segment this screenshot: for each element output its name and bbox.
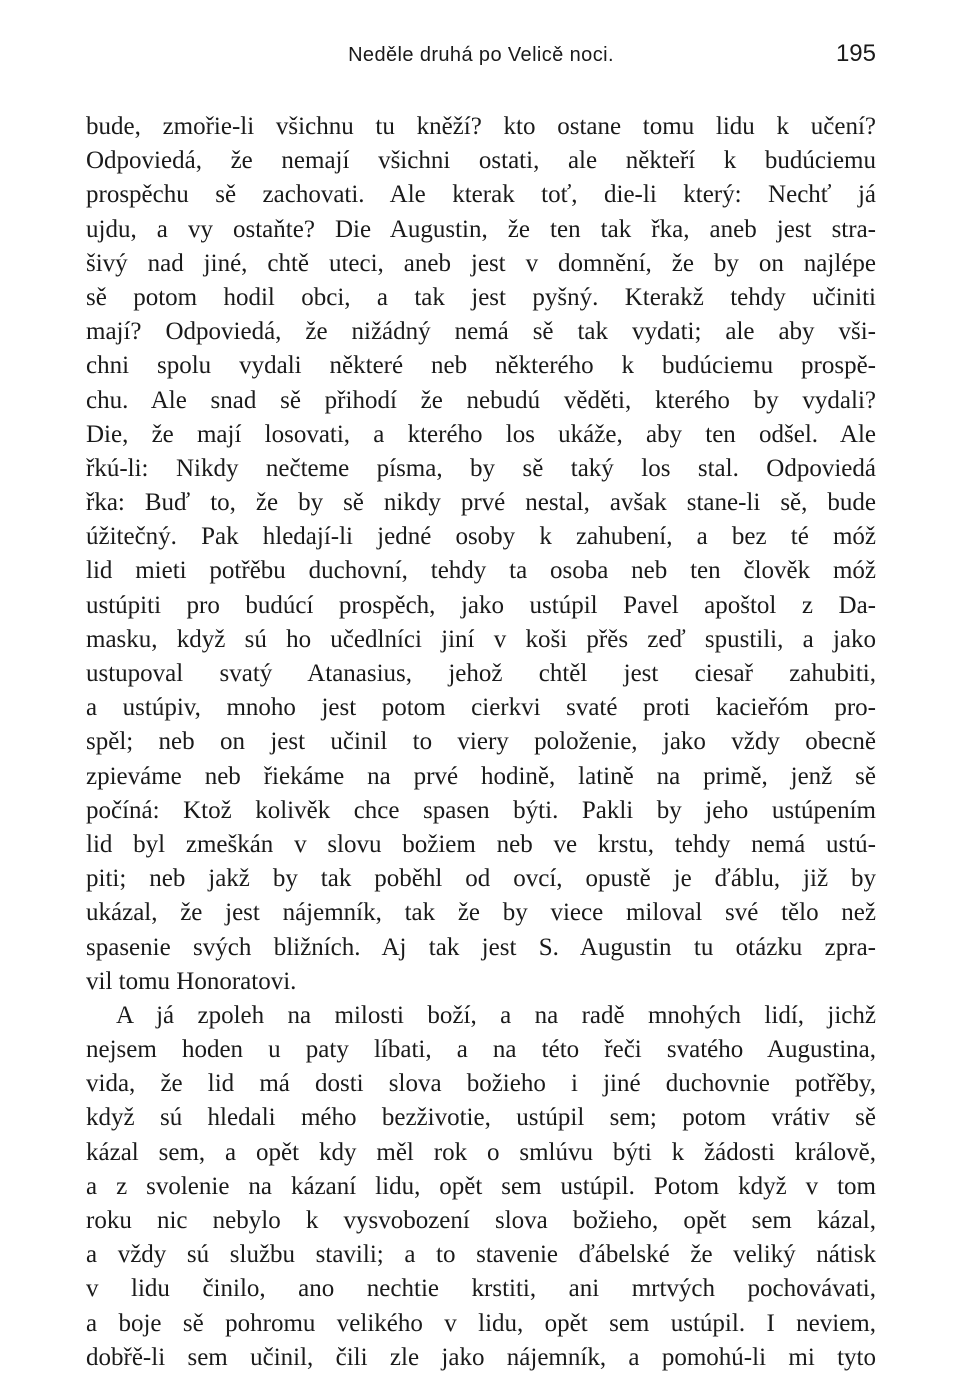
text-line: lid mieti potřěbu duchovní, tehdy ta osoba neb ten člověk móž [86,557,876,585]
text-line: úžitečný. Pak hledají-li jedné osoby k zahubení, a bez té móž [86,523,876,551]
text-line: a z svolenie na kázaní lidu, opět sem ustúpil. Potom když v tom [86,1172,876,1200]
text-line: roku nic nebylo k vysvobození slova božieho, opět sem kázal, [86,1207,876,1234]
text-line: kázal sem, a opět kdy měl rok o smlúvu býti k žádosti královĕ, [86,1138,876,1166]
paragraph-last-line: vil tomu Honoratovi. [86,967,297,995]
text-line: spasenie svých bližních. Aj tak jest S. Augustin tu otázku zpra- [86,933,876,961]
text-line: masku, když sú ho učedlníci jiní v koši přěs zeď spustili, a jako [86,625,876,653]
text-line: Die, že mají losovati, a kterého los ukáže, aby ten odšel. Ale [86,420,876,448]
text-line: počíná: Ktož kolivěk chce spasen býti. Pakli by jeho ustúpením [86,796,876,824]
text-line: chu. Ale snad sě přihodí že nebudú věděti, kterého by vydali? [86,386,876,414]
text-line: sě potom hodil obci, a tak jest pyšný. Kterakž tehdy učiniti [86,283,876,311]
text-line: nejsem hoden u paty líbati, a na této řeči svatého Augustina, [86,1036,876,1064]
text-line: spěl; neb on jest učinil to viery položenie, jako vždy obecně [86,728,876,756]
text-line: prospěchu sě zachovati. Ale kterak toť, die-li který: Nechť já [86,181,876,209]
text-line: vida, že lid má dosti slova božieho i jiné duchovnie potřěby, [86,1070,876,1098]
text-line: ustúpiti pro budúcí prospěch, jako ustúpil Pavel apoštol z Da- [86,591,876,619]
text-line: v lidu činilo, ano nechtie krstiti, ani mrtvých pochovávati, [86,1275,876,1303]
text-line: a vždy sú službu stavili; a to stavenie ďábelské že veliký nátisk [86,1241,876,1269]
text-line: a boje sě pohromu velikého v lidu, opět sem ustúpil. I neviem, [86,1309,876,1337]
body-text [86,110,876,1375]
text-line: ustupoval svatý Atanasius, jehož chtěl jest ciesař zahubiti, [86,660,876,687]
text-line: když sú hledali mého bezživotie, ustúpil sem; potom vrátiv sě [86,1104,876,1132]
text-line: řkú-li: Nikdy nečteme písma, by sě taký los stal. Odpoviedá [86,454,876,482]
running-title: Neděle druhá po Velicě noci. [348,44,614,66]
text-line: ujdu, a vy ostaňte? Die Augustin, že ten tak řka, aneb jest stra- [86,215,876,243]
text-line: šivý nad jiné, chtě uteci, aneb jest v domnění, že by on najlépe [86,249,876,277]
text-line: chni spolu vydali některé neb některého k budúciemu prospě- [86,352,876,380]
text-line: mají? Odpoviedá, že nižádný nemá sě tak vydati; ale aby vši- [86,318,876,346]
text-line: zpieváme neb řiekáme na prvé hodině, latině na primě, jenž sě [86,762,876,790]
running-header [86,40,876,74]
page-number: 195 [835,40,876,67]
text-line: bude, zmořie-li všichnu tu kněží? kto ostane tomu lidu k učení? [86,113,876,140]
text-line: Odpoviedá, že nemají všichni ostati, ale někteří k budúciemu [86,147,876,175]
text-line: řka: Buď to, že by sě nikdy prvé nestal, avšak stane-li sě, bude [86,489,876,517]
text-line: lid byl zmeškán v slovu božiem neb ve krstu, tehdy nemá ustú- [86,830,876,858]
text-line: a ustúpiv, mnoho jest potom cierkvi svaté proti kacieřóm pro- [86,694,876,722]
text-line: piti; neb jakž by tak poběhl od ovcí, opustě je ďáblu, již by [86,865,876,893]
paragraph-first-line: A já zpoleh na milosti boží, a na radě mnohých lidí, jichž [116,1001,876,1029]
text-line: ukázal, že jest nájemník, tak že by viece miloval své tělo než [86,899,876,927]
text-line: dobřě-li sem učinil, čili zle jako nájemník, a pomohú-li mi tyto [86,1343,876,1371]
